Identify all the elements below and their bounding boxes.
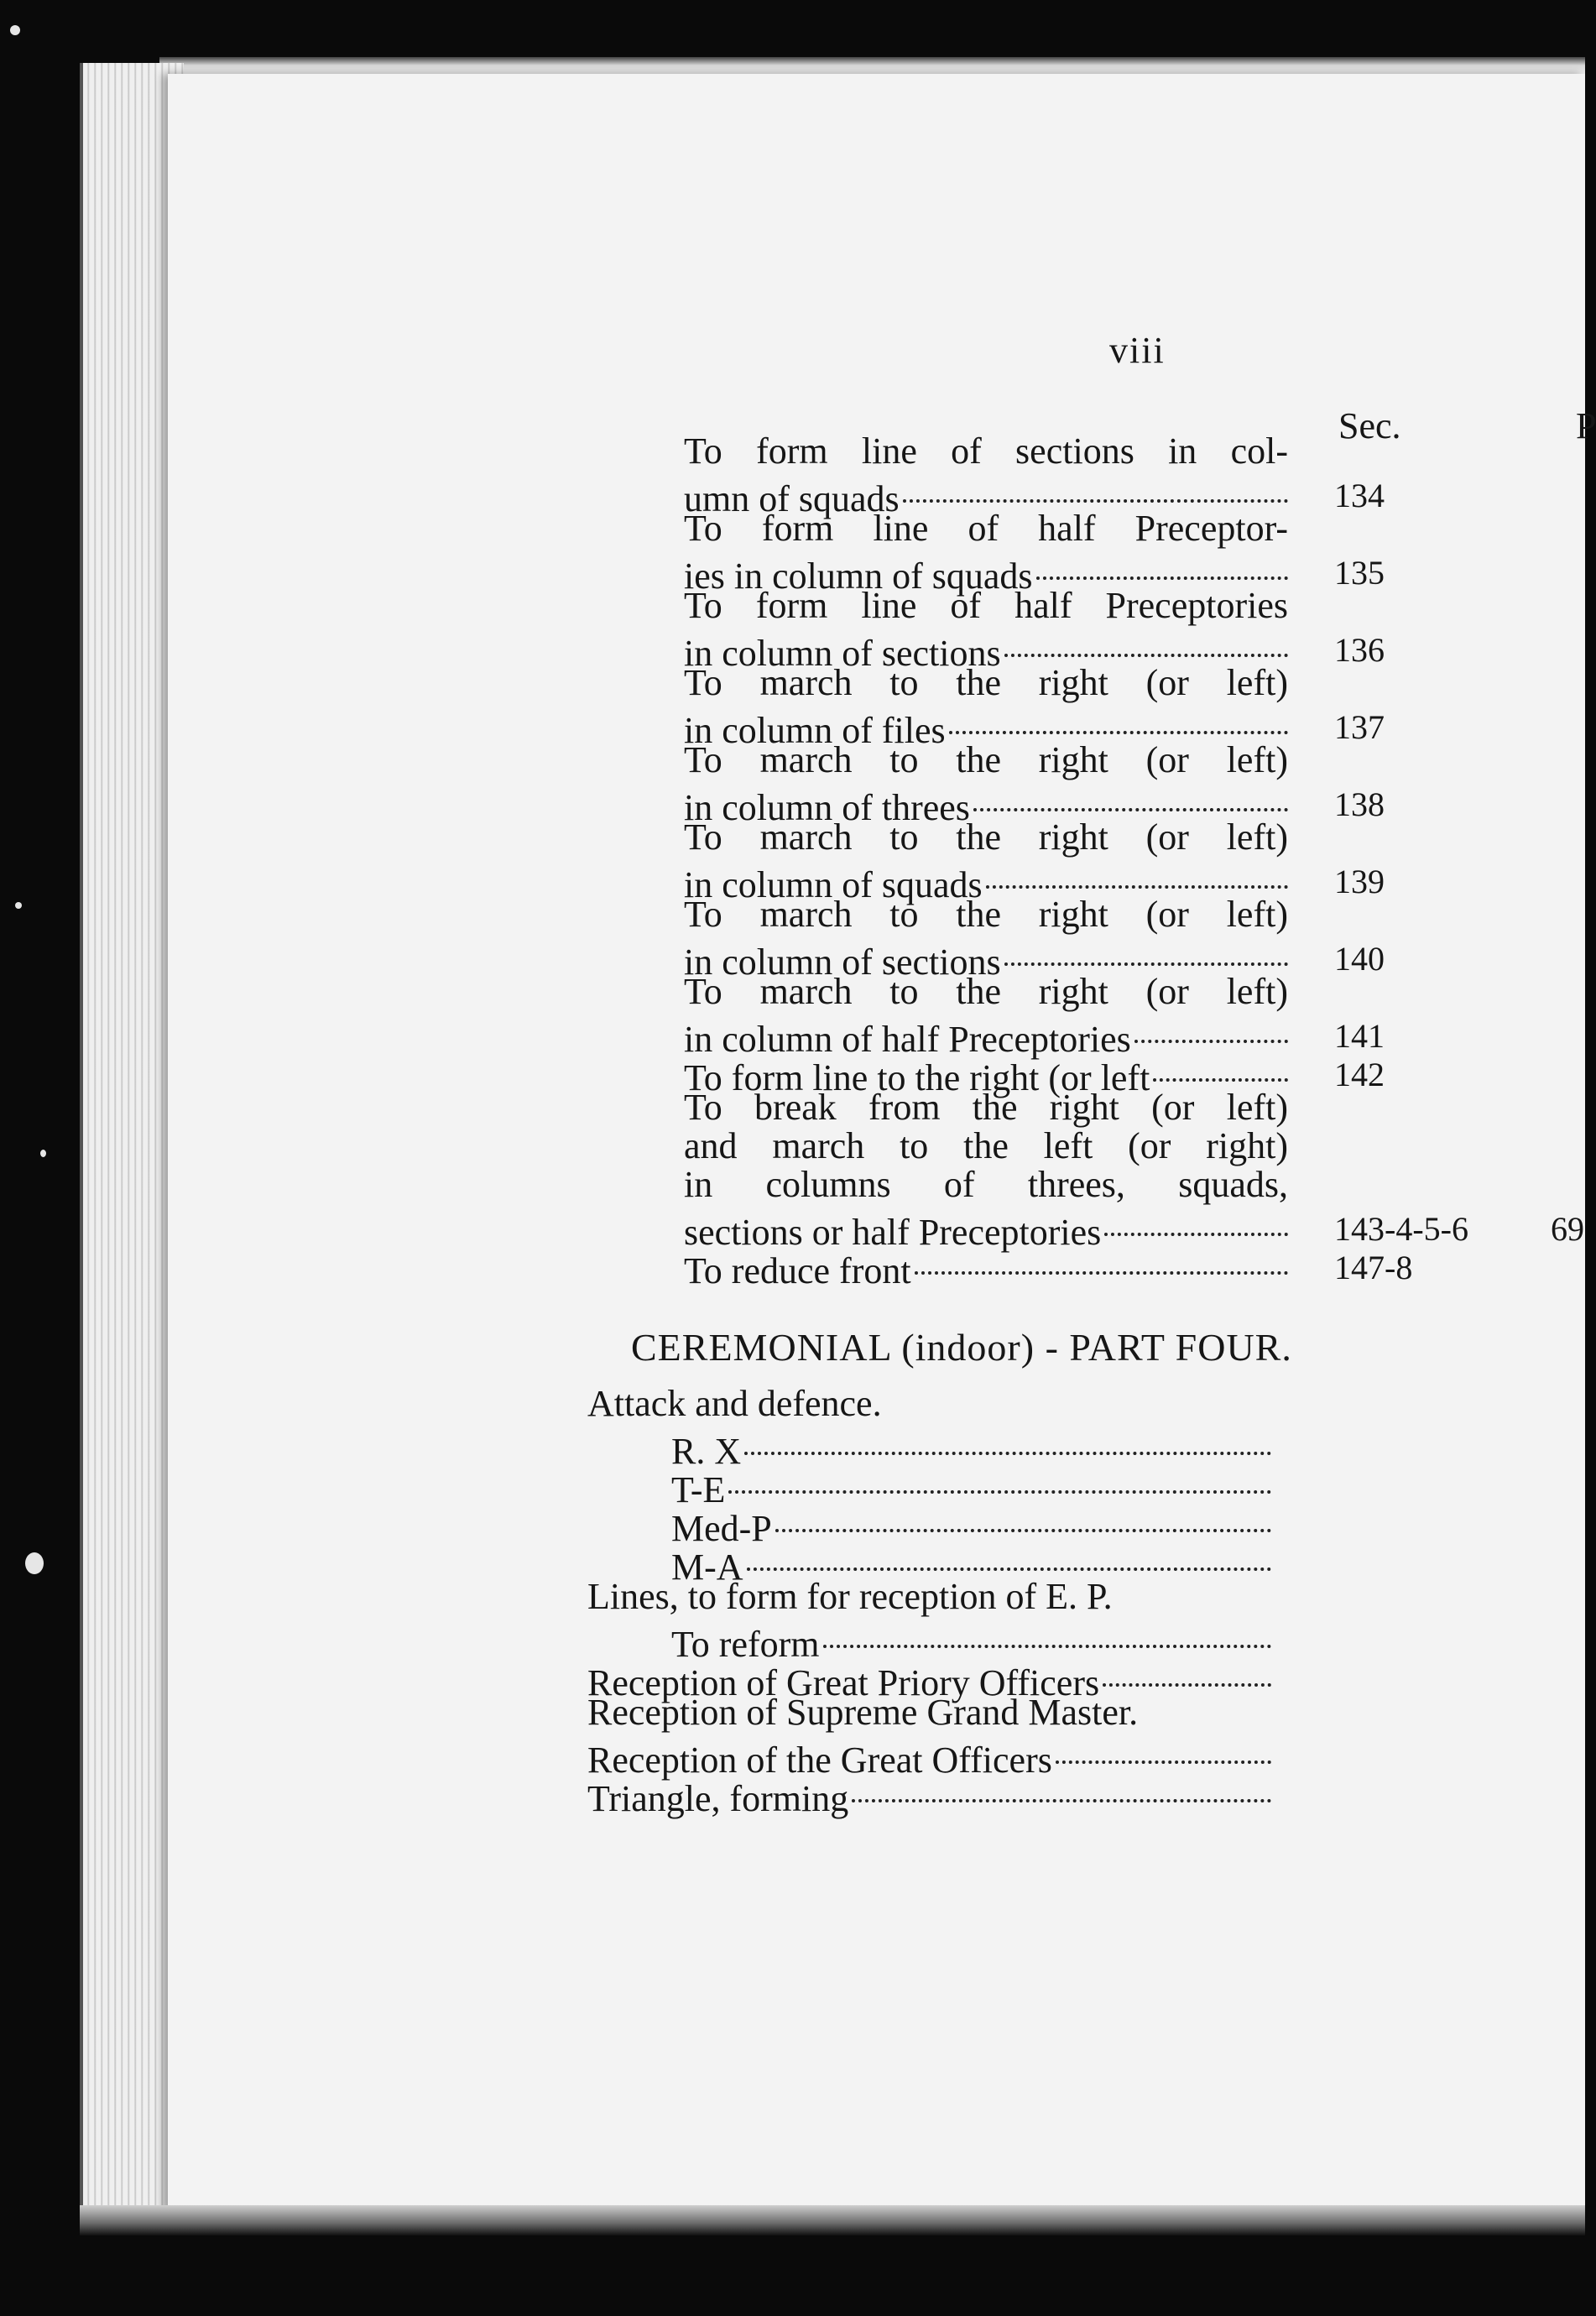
scan-speck bbox=[10, 25, 20, 35]
dot-leader bbox=[1153, 1041, 1288, 1082]
section-number: 136 bbox=[1334, 631, 1385, 669]
contents-entry bbox=[684, 1243, 1288, 1291]
contents-entry bbox=[684, 816, 1288, 905]
contents-entry-text: in column of squads bbox=[684, 864, 983, 905]
dot-leader bbox=[949, 694, 1288, 734]
contents-entry bbox=[684, 971, 1288, 1060]
page-top-edge bbox=[159, 57, 1585, 76]
section-number: 139 bbox=[1334, 863, 1385, 900]
scan-speck bbox=[25, 1552, 44, 1574]
dot-leader bbox=[1004, 926, 1288, 966]
section-number: 143-4-5-6 bbox=[1334, 1210, 1468, 1248]
scan-speck bbox=[15, 902, 22, 909]
ceremonial-entry-text: Attack and defence. bbox=[587, 1383, 882, 1424]
dot-leader bbox=[1104, 1196, 1288, 1236]
section-column-heading: Sec. bbox=[1338, 405, 1401, 446]
contents-entry-line bbox=[684, 857, 1288, 905]
dot-leader bbox=[852, 1762, 1271, 1802]
contents-entry-line bbox=[684, 1243, 1288, 1291]
section-number: 134 bbox=[1334, 477, 1385, 514]
contents-entry bbox=[684, 508, 1288, 597]
ceremonial-entry-text: T-E bbox=[671, 1469, 726, 1510]
dot-leader bbox=[903, 462, 1288, 503]
dot-leader bbox=[1036, 540, 1288, 580]
part-heading: CEREMONIAL (indoor) - PART FOUR. bbox=[631, 1326, 1292, 1369]
contents-entry-line bbox=[684, 625, 1288, 674]
ceremonial-entry-text: R. X bbox=[671, 1431, 742, 1472]
contents-entry-line: To form line of sections in col- bbox=[684, 430, 1288, 472]
contents-entry-line: To march to the right (or left) bbox=[684, 739, 1288, 780]
ceremonial-entry bbox=[587, 1539, 1271, 1588]
section-number: 137 bbox=[1334, 708, 1385, 746]
dot-leader bbox=[747, 1531, 1271, 1571]
contents-entry-line bbox=[684, 780, 1288, 828]
contents-entry bbox=[684, 894, 1288, 983]
ceremonial-entry-text: M-A bbox=[671, 1547, 743, 1588]
contents-entry-line: To march to the right (or left) bbox=[684, 816, 1288, 858]
contents-entry-line bbox=[684, 1050, 1288, 1098]
dot-leader bbox=[986, 848, 1288, 889]
contents-entry-text: sections or half Preceptories bbox=[684, 1212, 1102, 1253]
dot-leader bbox=[973, 771, 1288, 811]
contents-entry-text: To reduce front bbox=[684, 1250, 911, 1291]
ceremonial-entry-text: To reform bbox=[671, 1624, 820, 1665]
contents-entry-line: To form line of half Preceptor- bbox=[684, 508, 1288, 549]
section-number: 141 bbox=[1334, 1017, 1385, 1055]
page-number: viii bbox=[1109, 330, 1166, 371]
contents-entry-line: To march to the right (or left) bbox=[684, 894, 1288, 935]
page-column-heading: P bbox=[1576, 405, 1596, 446]
dot-leader bbox=[823, 1608, 1271, 1648]
contents-entry-text: in column of sections bbox=[684, 633, 1001, 674]
contents-entry-line bbox=[684, 934, 1288, 983]
contents-entry-line: To form line of half Preceptories bbox=[684, 585, 1288, 626]
contents-entry-line bbox=[684, 471, 1288, 519]
dot-leader bbox=[1134, 1003, 1288, 1043]
ceremonial-entry bbox=[587, 1771, 1271, 1819]
dot-leader bbox=[775, 1492, 1271, 1532]
ceremonial-entry-text: Reception of Supreme Grand Master. bbox=[587, 1692, 1139, 1733]
page-bottom-shadow bbox=[80, 2205, 1585, 2235]
dot-leader bbox=[915, 1234, 1288, 1275]
ceremonial-entry-text: Lines, to form for reception of E. P. bbox=[587, 1576, 1113, 1617]
contents-entry-text: in column of half Preceptories bbox=[684, 1019, 1131, 1060]
section-number: 138 bbox=[1334, 785, 1385, 823]
contents-entry bbox=[684, 1050, 1288, 1098]
dot-leader bbox=[728, 1453, 1271, 1494]
contents-entry-line: To break from the right (or left) bbox=[684, 1087, 1288, 1128]
scan-speck bbox=[40, 1150, 46, 1157]
contents-entry bbox=[684, 739, 1288, 828]
contents-entry-text: umn of squads bbox=[684, 478, 900, 519]
contents-entry bbox=[684, 585, 1288, 674]
section-number: 140 bbox=[1334, 940, 1385, 978]
contents-entry-line: in columns of threes, squads, bbox=[684, 1164, 1288, 1205]
contents-entry-text: in column of threes bbox=[684, 787, 970, 828]
section-number: 135 bbox=[1334, 554, 1385, 592]
dot-leader bbox=[1103, 1646, 1271, 1687]
contents-entry bbox=[684, 1087, 1288, 1253]
page-reference: 69 bbox=[1551, 1210, 1584, 1248]
ceremonial-entry-text: Reception of Great Priory Officers bbox=[587, 1662, 1100, 1703]
contents-entry-line bbox=[684, 702, 1288, 751]
dot-leader bbox=[1056, 1724, 1271, 1764]
ceremonial-entry-text: Reception of the Great Officers bbox=[587, 1740, 1052, 1781]
dot-leader bbox=[744, 1415, 1271, 1455]
contents-entry bbox=[684, 430, 1288, 519]
ceremonial-contents-list bbox=[587, 1383, 1271, 1819]
section-number: 147-8 bbox=[1334, 1249, 1413, 1286]
ceremonial-entry-text: Med-P bbox=[671, 1508, 772, 1549]
contents-entry-text: To form line to the right (or left bbox=[684, 1057, 1150, 1098]
contents-entry-text: in column of sections bbox=[684, 942, 1001, 983]
contents-entry-line bbox=[684, 548, 1288, 597]
ceremonial-entry-text: Triangle, forming bbox=[587, 1778, 849, 1819]
contents-entry-line: and march to the left (or right) bbox=[684, 1125, 1288, 1166]
contents-entry-line: To march to the right (or left) bbox=[684, 971, 1288, 1012]
contents-entry bbox=[684, 662, 1288, 751]
ceremonial-entry bbox=[587, 1655, 1271, 1703]
contents-entry-text: ies in column of squads bbox=[684, 556, 1033, 597]
section-number: 142 bbox=[1334, 1056, 1385, 1093]
dot-leader bbox=[1004, 617, 1288, 657]
contents-entry-text: in column of files bbox=[684, 710, 946, 751]
contents-entry-line: To march to the right (or left) bbox=[684, 662, 1288, 703]
